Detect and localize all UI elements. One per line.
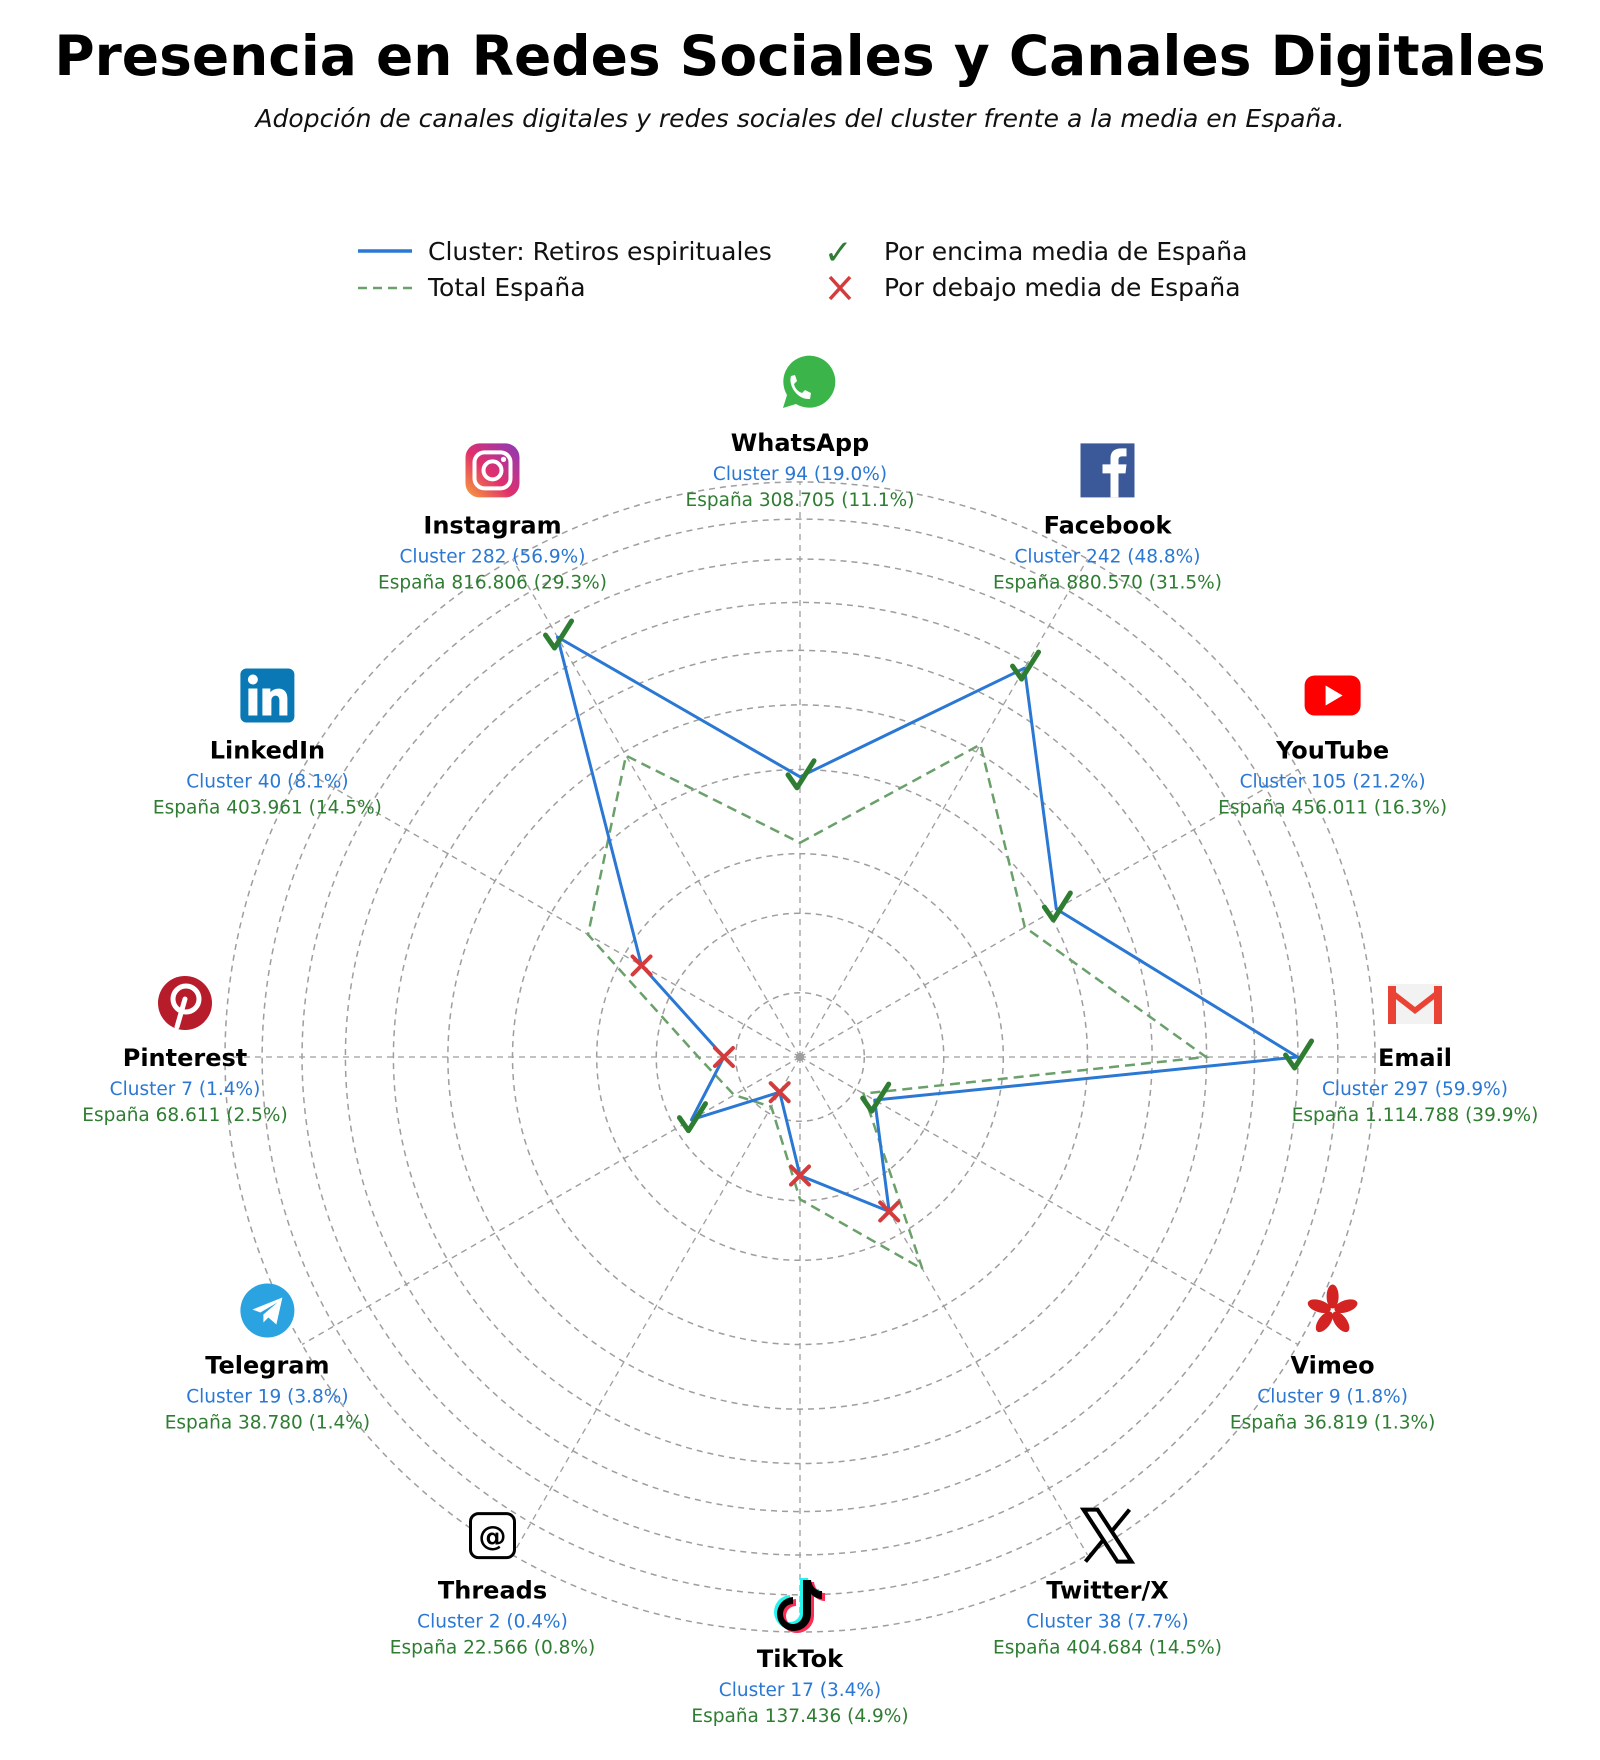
marker-below-linkedin — [633, 957, 651, 975]
cluster-value-label: Cluster 297 (59.9%) — [1322, 1079, 1508, 1100]
category-pinterest — [82, 976, 287, 1126]
spain-value-label: España 308.705 (11.1%) — [685, 490, 915, 511]
category-threads — [390, 1514, 595, 1659]
category-youtube — [1218, 676, 1447, 819]
svg-text:@: @ — [478, 1519, 507, 1553]
category-name: WhatsApp — [730, 429, 870, 457]
threads-icon — [471, 1514, 515, 1558]
spain-value-label: España 456.011 (16.3%) — [1218, 797, 1448, 819]
cluster-value-label: Cluster 242 (48.8%) — [1014, 546, 1201, 568]
cluster-value-label: Cluster 38 (7.7%) — [1026, 1611, 1189, 1633]
category-name: LinkedIn — [209, 736, 326, 765]
category-name: Email — [1377, 1044, 1453, 1072]
category-telegram — [165, 1284, 370, 1434]
grid-spoke — [800, 1057, 1088, 1555]
chart-subtitle: Adopción de canales digitales y redes sociales del cluster frente a la media en España. — [255, 104, 1345, 133]
series-spain-line — [588, 745, 1206, 1270]
cluster-value-label: Cluster 19 (3.8%) — [186, 1386, 349, 1408]
category-gmail — [1292, 984, 1539, 1126]
linkedin-icon — [240, 669, 294, 723]
category-name: Pinterest — [122, 1044, 248, 1072]
facebook-icon — [1081, 443, 1135, 497]
chart-title: Presencia en Redes Sociales y Canales Digitales — [54, 24, 1546, 88]
cluster-value-label: Cluster 2 (0.4%) — [417, 1611, 568, 1633]
spain-value-label: España 36.819 (1.3%) — [1229, 1412, 1436, 1434]
spain-value-label: España 38.780 (1.4%) — [164, 1412, 371, 1434]
marker-below-threads — [771, 1083, 789, 1101]
whatsapp-icon — [783, 356, 835, 408]
youtube-icon — [1305, 676, 1361, 716]
grid-center — [796, 1053, 804, 1061]
telegram-icon — [240, 1284, 294, 1338]
vimeo-icon — [1306, 1285, 1359, 1336]
category-labels — [82, 356, 1538, 1727]
legend-spain-label: Total España — [428, 273, 586, 302]
spain-value-label: España 137.436 (4.9%) — [691, 1706, 909, 1727]
x-icon — [1084, 1510, 1132, 1562]
category-name: Instagram — [423, 511, 562, 540]
legend-below-label: Por debajo media de España — [884, 273, 1241, 302]
legend — [358, 233, 1247, 302]
cluster-value-label: Cluster 9 (1.8%) — [1257, 1386, 1408, 1408]
spain-value-label: España 1.114.788 (39.9%) — [1291, 1105, 1539, 1126]
spain-value-label: España 22.566 (0.8%) — [389, 1637, 596, 1659]
spain-value-label: España 816.806 (29.3%) — [378, 572, 607, 594]
cluster-value-label: Cluster 94 (19.0%) — [712, 464, 888, 485]
category-name: Telegram — [205, 1351, 330, 1380]
cluster-value-label: Cluster 282 (56.9%) — [399, 546, 586, 568]
spain-value-label: España 68.611 (2.5%) — [82, 1105, 288, 1126]
spain-value-label: España 404.684 (14.5%) — [993, 1637, 1222, 1659]
grid-spoke — [302, 1057, 800, 1345]
cluster-value-label: Cluster 40 (8.1%) — [186, 771, 349, 793]
category-name: Vimeo — [1290, 1351, 1375, 1380]
category-x — [993, 1510, 1222, 1659]
radar-grid — [225, 482, 1375, 1632]
category-whatsapp — [686, 356, 915, 511]
category-name: Threads — [437, 1576, 548, 1605]
grid-spoke — [513, 1057, 801, 1555]
cluster-value-label: Cluster 17 (3.4%) — [718, 1680, 882, 1701]
pinterest-icon — [158, 976, 212, 1030]
category-name: TikTok — [756, 1645, 844, 1673]
gmail-icon — [1388, 984, 1442, 1024]
category-vimeo — [1230, 1285, 1435, 1434]
series-cluster-line — [558, 637, 1298, 1212]
marker-above-whatsapp — [788, 761, 814, 788]
legend-cross-icon — [830, 277, 850, 299]
category-tiktok — [691, 1578, 908, 1727]
category-facebook — [993, 443, 1222, 593]
cluster-value-label: Cluster 7 (1.4%) — [109, 1079, 261, 1100]
category-instagram — [378, 443, 607, 593]
spain-value-label: España 880.570 (31.5%) — [993, 572, 1222, 594]
legend-above-label: Por encima media de España — [884, 237, 1248, 266]
radar-series — [558, 637, 1298, 1269]
instagram-icon — [466, 443, 520, 497]
legend-cluster-label: Cluster: Retiros espirituales — [428, 237, 772, 266]
spain-value-label: España 403.961 (14.5%) — [152, 797, 382, 819]
cluster-value-label: Cluster 105 (21.2%) — [1239, 771, 1426, 793]
category-name: Twitter/X — [1046, 1576, 1169, 1605]
legend-check-icon: ✓ — [824, 233, 853, 273]
category-name: YouTube — [1276, 736, 1390, 765]
category-name: Facebook — [1043, 511, 1172, 540]
